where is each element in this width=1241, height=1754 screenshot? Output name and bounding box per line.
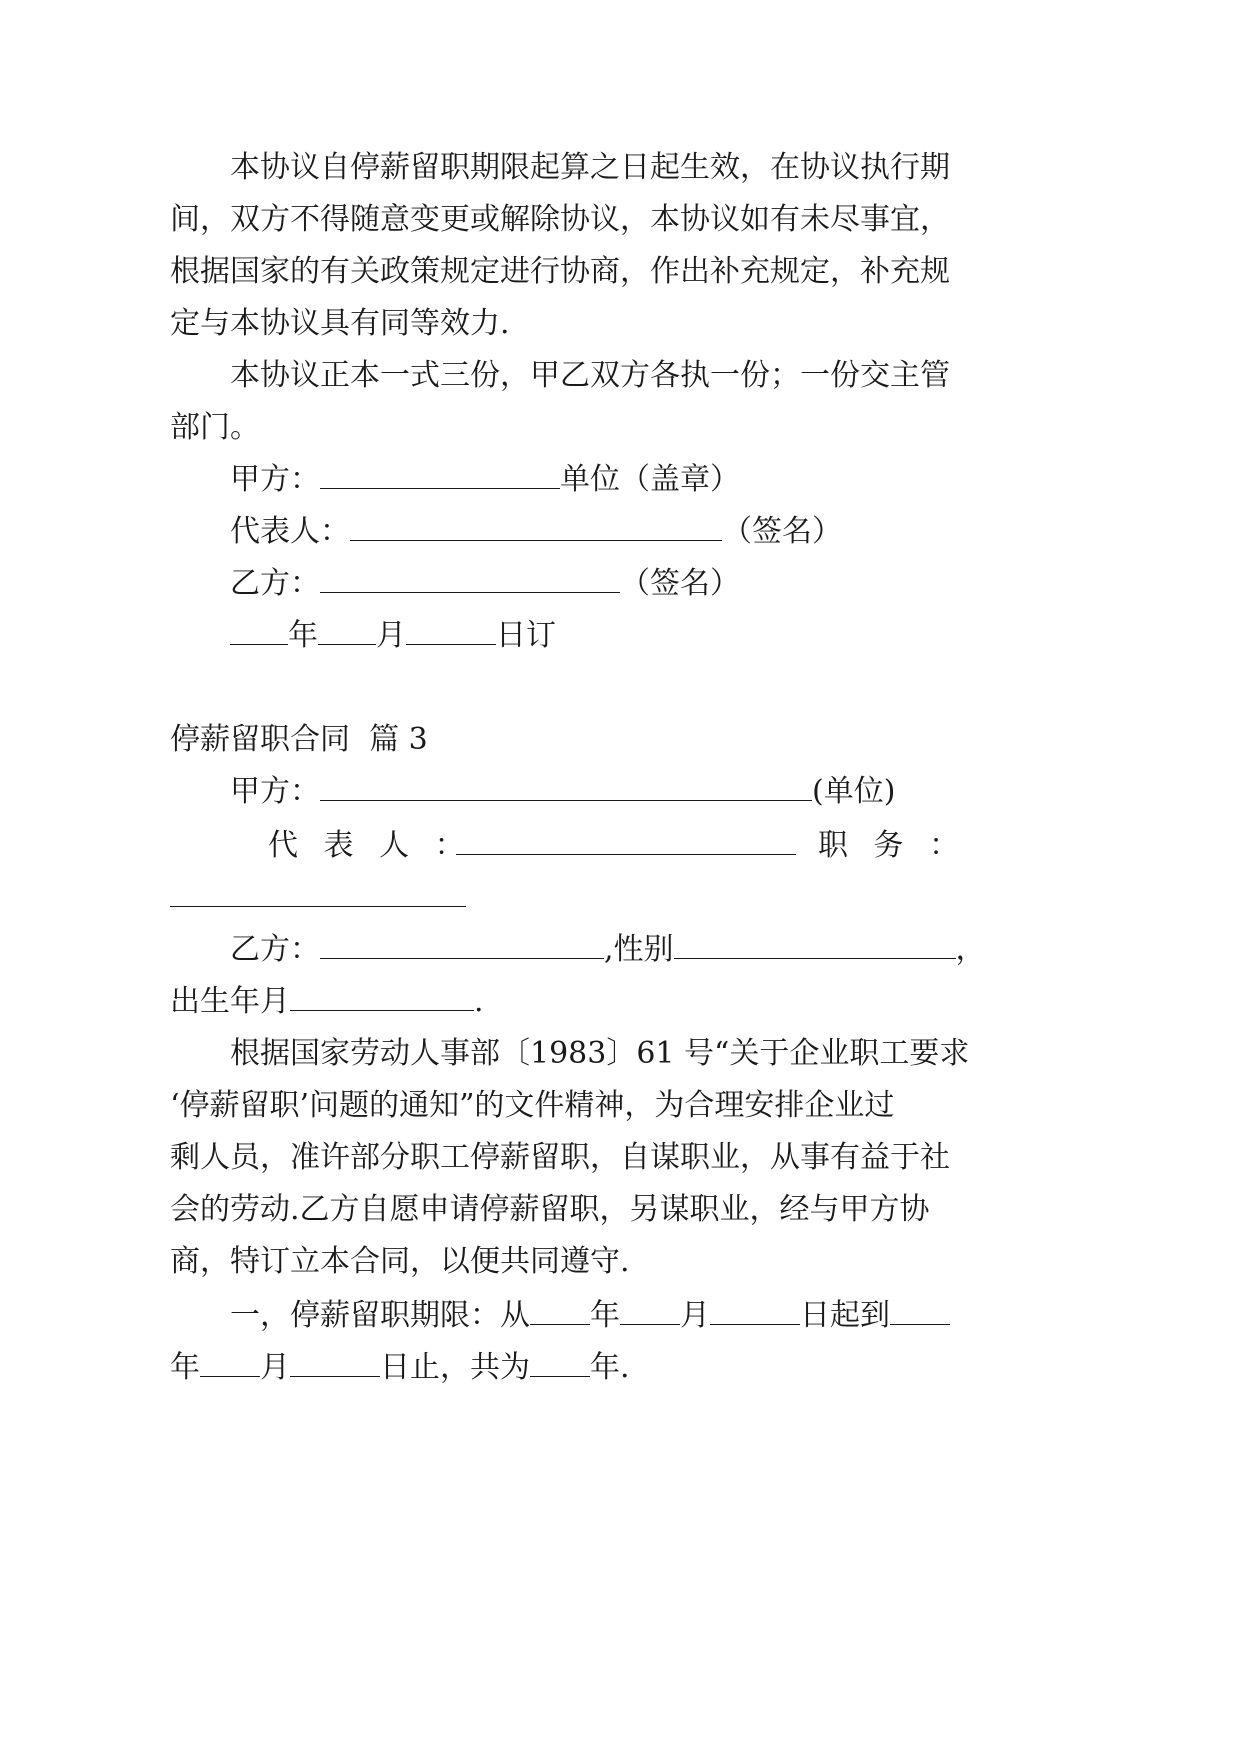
paragraph-2-line-1: 本协议正本一式三份，甲乙双方各执一份；一份交主管: [230, 358, 950, 393]
paragraph-2-line-2: 部门。: [170, 410, 260, 445]
term-total-blank[interactable]: [530, 1352, 590, 1377]
sign-party-a-suffix: 单位（盖章）: [560, 462, 740, 497]
contract-gender-blank[interactable]: [674, 934, 956, 959]
paragraph-1-line-4: 定与本协议具有同等效力.: [170, 306, 510, 341]
contract-party-b-label: 乙方：: [230, 932, 320, 967]
sign-representative: [230, 512, 842, 552]
section-heading: 停薪留职合同 篇 3: [170, 722, 428, 757]
term-to-year-blank[interactable]: [890, 1300, 950, 1325]
contract-birth: [170, 982, 484, 1022]
sign-party-a: [230, 460, 740, 500]
contract-birth-blank[interactable]: [290, 986, 474, 1011]
term-from-year: 年: [590, 1298, 620, 1333]
paragraph-1-line-1: 本协议自停薪留职期限起算之日起生效，在协议执行期: [230, 150, 950, 185]
contract-rep-label: 代 表 人 ：: [268, 828, 473, 863]
sign-date-day-blank[interactable]: [406, 620, 496, 645]
sign-date-month-blank[interactable]: [318, 620, 376, 645]
sign-party-b: [230, 564, 740, 604]
contract-comma: ，: [955, 932, 986, 967]
contract-party-a-blank[interactable]: [320, 776, 812, 801]
sign-party-a-blank[interactable]: [320, 464, 560, 489]
term-to-month-blank[interactable]: [200, 1352, 260, 1377]
sign-date-year-blank[interactable]: [230, 620, 288, 645]
sign-date-month: 月: [376, 618, 406, 653]
term-to-year: 年: [170, 1350, 200, 1385]
sign-date-day-suffix: 日订: [496, 618, 556, 653]
paragraph-3-line-4: 会的劳动.乙方自愿申请停薪留职，另谋职业，经与甲方协: [170, 1192, 930, 1227]
sign-party-a-label: 甲方：: [230, 462, 320, 497]
contract-position-label: 职 务 ：: [818, 828, 968, 863]
contract-party-b-blank[interactable]: [320, 934, 604, 959]
paragraph-1-line-3: 根据国家的有关政策规定进行协商，作出补充规定，补充规: [170, 254, 950, 289]
contract-position-line: [170, 878, 466, 918]
contract-party-a: [230, 772, 895, 812]
term-to-day-blank[interactable]: [290, 1352, 380, 1377]
contract-gender-label: ,性别: [604, 932, 674, 967]
paragraph-3-line-1: 根据国家劳动人事部〔1983〕61 号“关于企业职工要求: [230, 1036, 970, 1071]
term-line-1: [230, 1296, 950, 1336]
paragraph-3-line-2: ‘停薪留职’问题的通知”的文件精神，为合理安排企业过: [170, 1088, 895, 1123]
contract-party-b: [230, 930, 986, 970]
paragraph-3-line-5: 商，特订立本合同，以便共同遵守.: [170, 1244, 630, 1279]
sign-party-b-blank[interactable]: [320, 568, 620, 593]
contract-birth-label: 出生年月: [170, 984, 290, 1019]
sign-date: [230, 616, 556, 656]
contract-rep-blank[interactable]: [456, 830, 796, 855]
sign-date-year: 年: [288, 618, 318, 653]
contract-party-a-suffix: (单位): [812, 774, 896, 809]
term-from-year-blank[interactable]: [530, 1300, 590, 1325]
term-year-end: 年.: [590, 1350, 630, 1385]
paragraph-1-line-2: 间，双方不得随意变更或解除协议，本协议如有未尽事宜，: [170, 202, 950, 237]
term-line-2: [170, 1348, 630, 1388]
term-from-month-blank[interactable]: [620, 1300, 680, 1325]
sign-rep-blank[interactable]: [350, 516, 722, 541]
contract-rep-line: [456, 826, 796, 866]
sign-rep-suffix: （签名）: [722, 514, 842, 549]
contract-birth-period: .: [474, 984, 484, 1019]
sign-party-b-suffix: （签名）: [620, 566, 740, 601]
contract-position-blank[interactable]: [170, 882, 466, 907]
sign-party-b-label: 乙方：: [230, 566, 320, 601]
term-day-from: 日起到: [800, 1298, 890, 1333]
term-to-month: 月: [260, 1350, 290, 1385]
term-from-day-blank[interactable]: [710, 1300, 800, 1325]
sign-rep-label: 代表人：: [230, 514, 350, 549]
term-label: 一，停薪留职期限：从: [230, 1298, 530, 1333]
paragraph-3-line-3: 剩人员，准许部分职工停薪留职，自谋职业，从事有益于社: [170, 1140, 950, 1175]
term-day-to: 日止，共为: [380, 1350, 530, 1385]
term-from-month: 月: [680, 1298, 710, 1333]
contract-party-a-label: 甲方：: [230, 774, 320, 809]
